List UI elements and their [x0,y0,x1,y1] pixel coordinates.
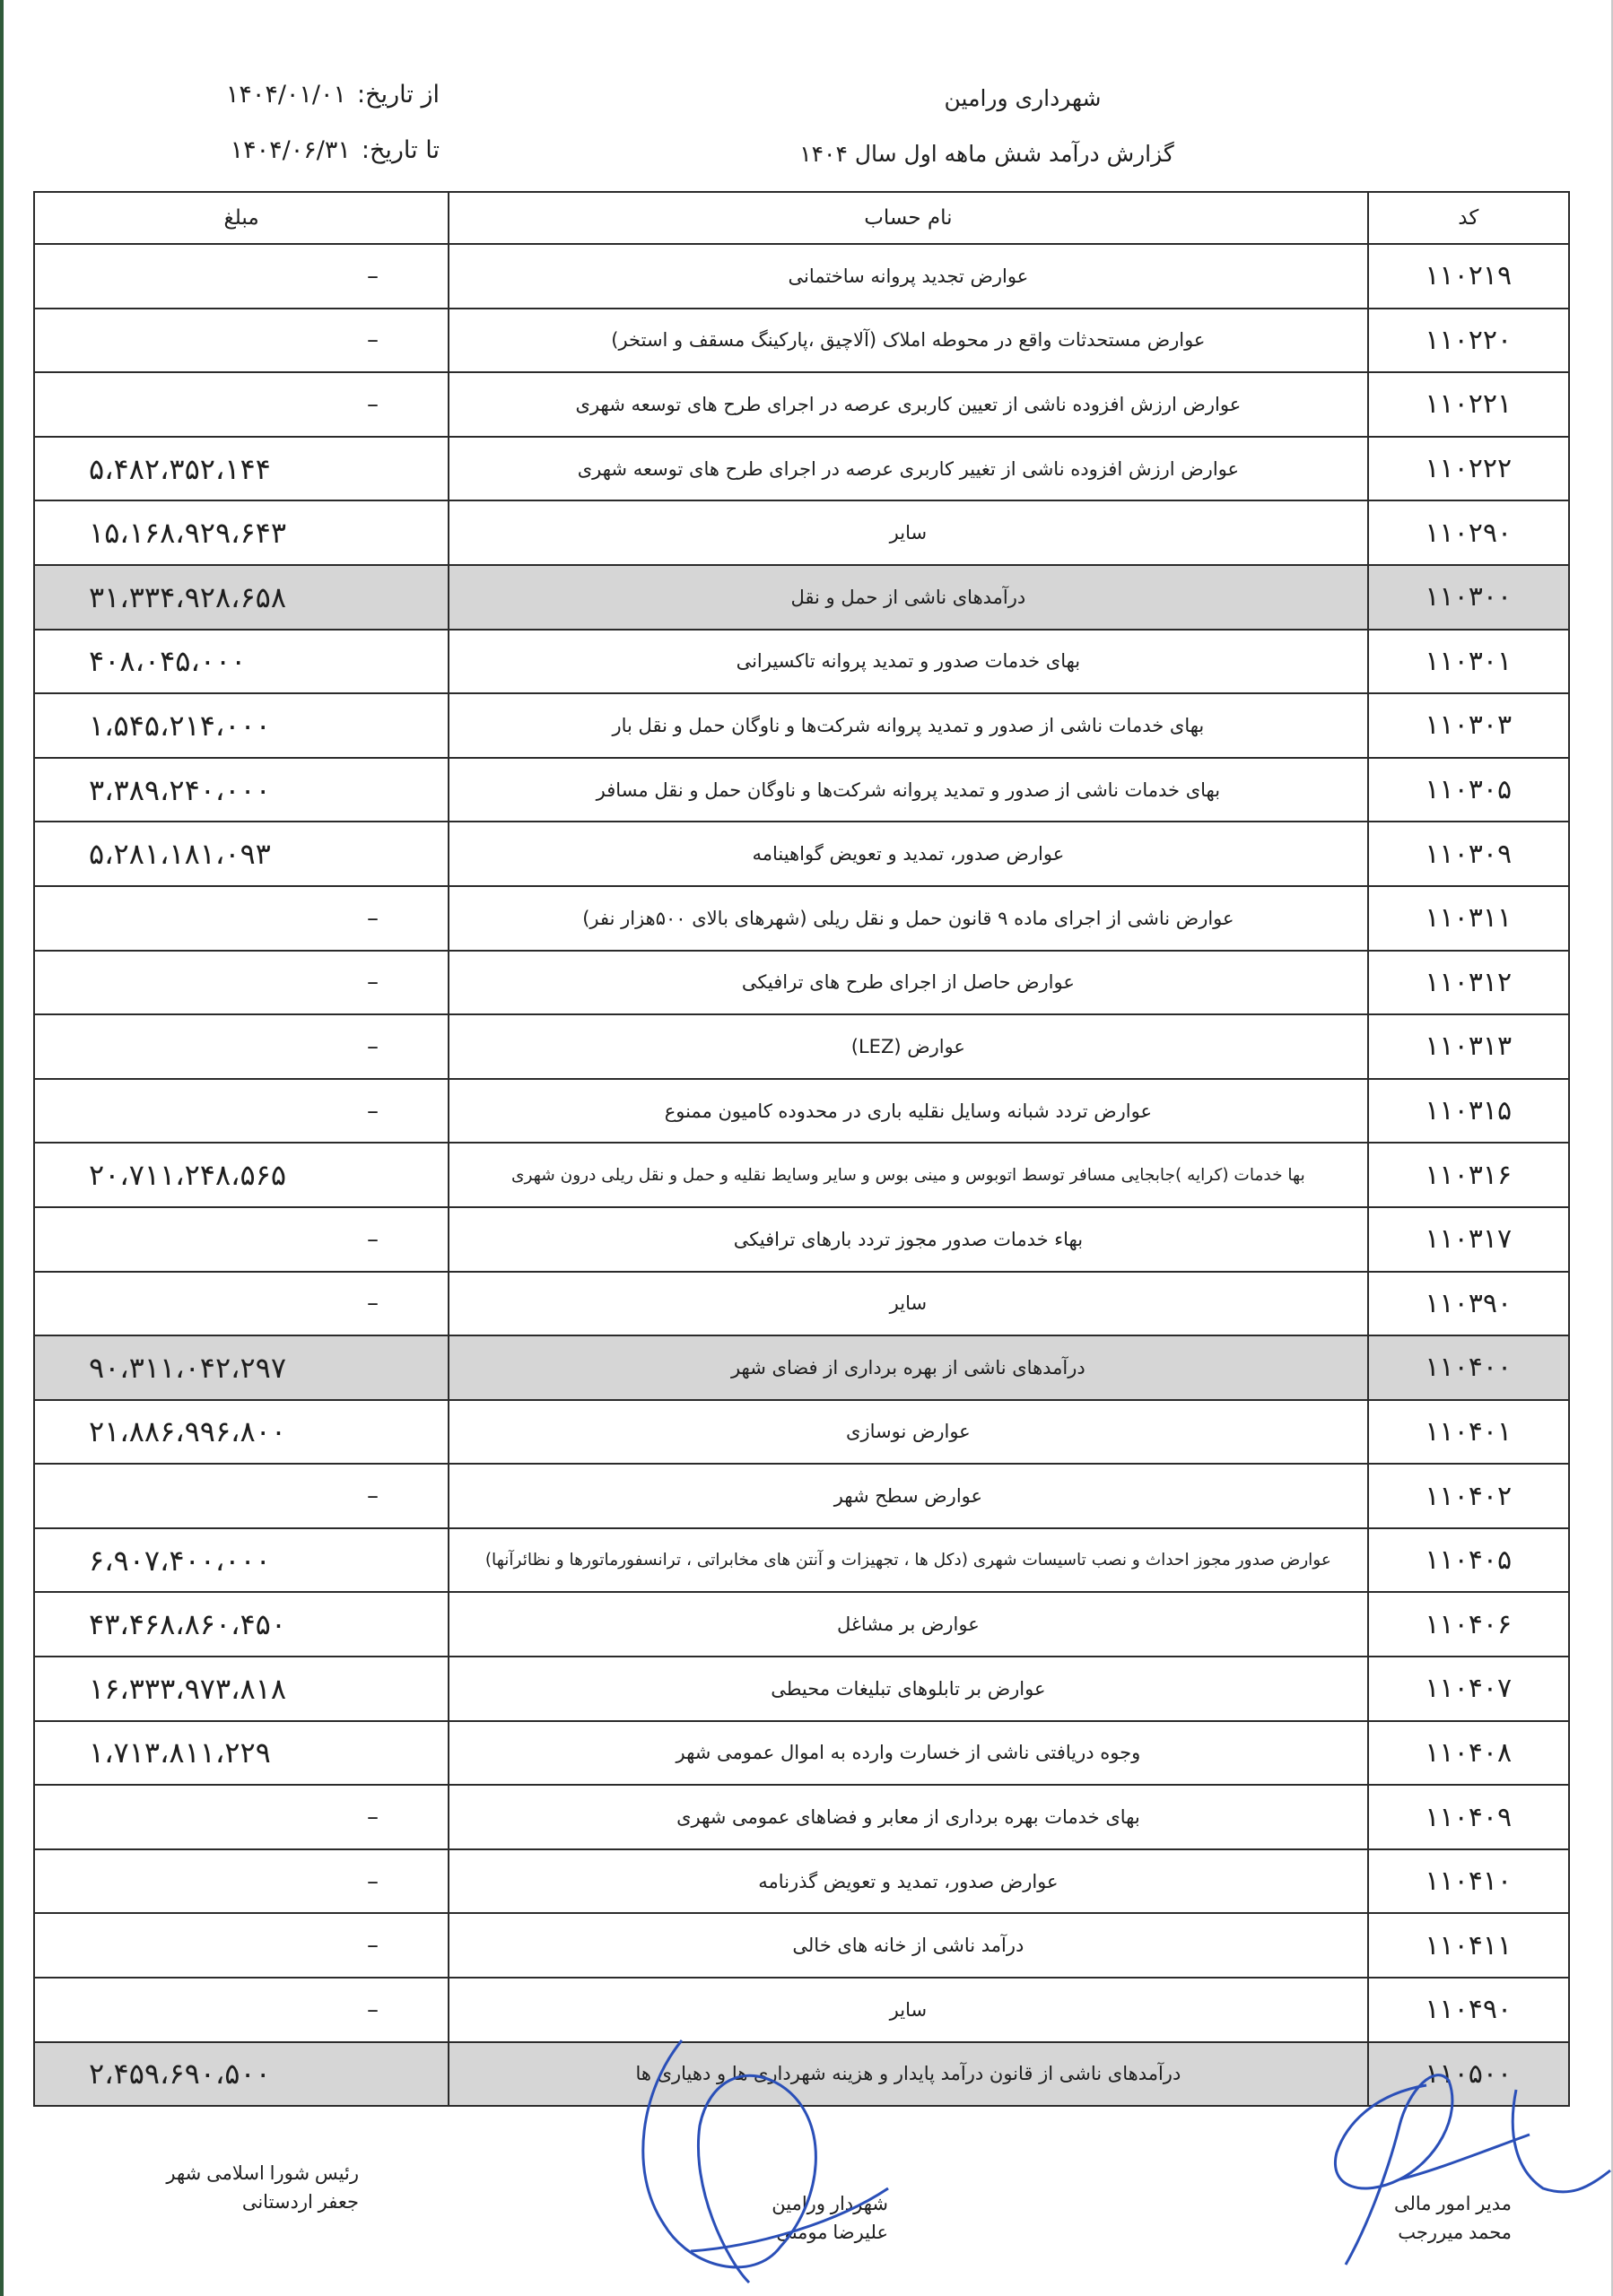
account-name-cell: عوارض نوسازی [449,1400,1367,1465]
amount-cell: – [34,309,449,373]
code-cell: ۱۱۰۲۱۹ [1368,244,1569,309]
amount-cell: ۲۰،۷۱۱،۲۴۸،۵۶۵ [34,1143,449,1207]
amount-cell: – [34,1079,449,1144]
account-name-cell: عوارض ارزش افزوده ناشی از تغییر کاربری عرصه در اجرای طرح های توسعه شهری [449,437,1367,501]
council-title: رئیس شورا اسلامی شهر [166,2163,359,2184]
table-row [34,1272,1569,1336]
date-to-value: ۱۴۰۴/۰۶/۳۱ [230,136,351,164]
table-row [34,1079,1569,1144]
date-to [135,136,440,164]
table-row [34,822,1569,886]
code-cell: ۱۱۰۳۱۳ [1368,1014,1569,1079]
code-cell: ۱۱۰۴۰۹ [1368,1785,1569,1849]
account-name-cell: بهای خدمات بهره برداری از معابر و فضاهای عمومی شهری [449,1785,1367,1849]
amount-cell: – [34,1014,449,1079]
account-name-cell: عوارض ارزش افزوده ناشی از تعیین کاربری عرصه در اجرای طرح های توسعه شهری [449,372,1367,437]
column-header-amount: مبلغ [34,192,449,244]
account-name-cell: عوارض تجدید پروانه ساختمانی [449,244,1367,309]
table-row [34,500,1569,565]
amount-cell: ۹۰،۳۱۱،۰۴۲،۲۹۷ [34,1335,449,1400]
table-row [34,1657,1569,1721]
table-row [34,1207,1569,1272]
code-cell: ۱۱۰۲۲۲ [1368,437,1569,501]
code-cell: ۱۱۰۴۰۸ [1368,1721,1569,1786]
table-row-group-total [34,565,1569,630]
table-row [34,758,1569,822]
table-row [34,1528,1569,1593]
code-cell: ۱۱۰۴۰۶ [1368,1592,1569,1657]
code-cell: ۱۱۰۳۹۰ [1368,1272,1569,1336]
code-cell: ۱۱۰۴۰۰ [1368,1335,1569,1400]
table-row [34,693,1569,758]
mayor-title: شهردار ورامین [772,2194,888,2214]
account-name-cell: بها خدمات (کرایه )جابجایی مسافر توسط اتوبوس و مینی بوس و سایر وسایط نقلیه و حمل و نقل ریلی درون شهری [449,1143,1367,1207]
amount-cell: – [34,244,449,309]
account-name-cell: عوارض حاصل از اجرای طرح های ترافیکی [449,951,1367,1015]
amount-cell: ۱،۷۱۳،۸۱۱،۲۲۹ [34,1721,449,1786]
table-row [34,1143,1569,1207]
account-name-cell: درآمدهای ناشی از قانون درآمد پایدار و هزینه شهرداری ها و دهیاری ها [449,2042,1367,2107]
account-name-cell: بهای خدمات صدور و تمدید پروانه تاکسیرانی [449,630,1367,694]
amount-cell: ۱۵،۱۶۸،۹۲۹،۶۴۳ [34,500,449,565]
date-from-value: ۱۴۰۴/۰۱/۰۱ [225,81,347,109]
code-cell: ۱۱۰۴۰۱ [1368,1400,1569,1465]
table-row [34,437,1569,501]
account-name-cell: درآمدهای ناشی از بهره برداری از فضای شهر [449,1335,1367,1400]
revenue-table [33,191,1570,2107]
table-row [34,1400,1569,1465]
table-row-group-total [34,1335,1569,1400]
amount-cell: – [34,1978,449,2042]
table-row [34,886,1569,951]
account-name-cell: درآمدهای ناشی از حمل و نقل [449,565,1367,630]
code-cell: ۱۱۰۳۰۹ [1368,822,1569,886]
account-name-cell: سایر [449,1272,1367,1336]
code-cell: ۱۱۰۲۹۰ [1368,500,1569,565]
code-cell: ۱۱۰۳۰۰ [1368,565,1569,630]
amount-cell: – [34,886,449,951]
amount-cell: – [34,1785,449,1849]
mayor-name: علیرضا مومنی [776,2222,888,2243]
code-cell: ۱۱۰۳۱۷ [1368,1207,1569,1272]
code-cell: ۱۱۰۴۱۱ [1368,1913,1569,1978]
amount-cell: – [34,1464,449,1528]
signature-block-council [135,2160,359,2217]
account-name-cell: عوارض صدور، تمدید و تعویض گذرنامه [449,1849,1367,1914]
code-cell: ۱۱۰۳۱۲ [1368,951,1569,1015]
signature-block-finance [1319,2190,1512,2248]
amount-cell: ۵،۲۸۱،۱۸۱،۰۹۳ [34,822,449,886]
account-name-cell: عوارض ناشی از اجرای ماده ۹ قانون حمل و نقل ریلی (شهرهای بالای ۵۰۰هزار نفر) [449,886,1367,951]
account-name-cell: وجوه دریافتی ناشی از خسارت وارده به اموال عمومی شهر [449,1721,1367,1786]
amount-cell: – [34,1913,449,1978]
table-header-row [34,192,1569,244]
table-row [34,1464,1569,1528]
report-title: گزارش درآمد شش ماهه اول سال ۱۴۰۴ [799,141,1174,167]
date-from [135,81,440,109]
amount-cell: – [34,951,449,1015]
account-name-cell: سایر [449,1978,1367,2042]
amount-cell: ۴۳،۴۶۸،۸۶۰،۴۵۰ [34,1592,449,1657]
code-cell: ۱۱۰۳۱۶ [1368,1143,1569,1207]
code-cell: ۱۱۰۳۱۵ [1368,1079,1569,1144]
finance-name: محمد میررجب [1398,2222,1512,2243]
amount-cell: ۲۱،۸۸۶،۹۹۶،۸۰۰ [34,1400,449,1465]
code-cell: ۱۱۰۲۲۰ [1368,309,1569,373]
organization-name: شهرداری ورامین [944,85,1102,111]
table-row [34,372,1569,437]
amount-cell: ۲،۴۵۹،۶۹۰،۵۰۰ [34,2042,449,2107]
code-cell: ۱۱۰۴۹۰ [1368,1978,1569,2042]
signature-block-mayor [709,2190,888,2248]
account-name-cell: بهای خدمات ناشی از صدور و تمدید پروانه شرکت‌ها و ناوگان حمل و نقل بار [449,693,1367,758]
code-cell: ۱۱۰۳۱۱ [1368,886,1569,951]
amount-cell: ۴۰۸،۰۴۵،۰۰۰ [34,630,449,694]
code-cell: ۱۱۰۴۰۵ [1368,1528,1569,1593]
code-cell: ۱۱۰۳۰۵ [1368,758,1569,822]
table-row-group-total [34,2042,1569,2107]
table-row [34,1785,1569,1849]
table-row [34,1913,1569,1978]
account-name-cell: عوارض صدور، تمدید و تعویض گواهینامه [449,822,1367,886]
council-name: جعفر اردستانی [241,2192,359,2213]
date-from-label: از تاریخ: [357,81,440,109]
account-name-cell: بهای خدمات ناشی از صدور و تمدید پروانه شرکت‌ها و ناوگان حمل و نقل مسافر [449,758,1367,822]
scan-edge [0,0,4,2296]
amount-cell: – [34,1207,449,1272]
table-row [34,244,1569,309]
date-to-label: تا تاریخ: [361,136,440,164]
table-row [34,951,1569,1015]
account-name-cell: سایر [449,500,1367,565]
account-name-cell: عوارض (LEZ) [449,1014,1367,1079]
account-name-cell: عوارض بر مشاغل [449,1592,1367,1657]
amount-cell: ۳،۳۸۹،۲۴۰،۰۰۰ [34,758,449,822]
code-cell: ۱۱۰۴۰۷ [1368,1657,1569,1721]
table-row [34,1849,1569,1914]
code-cell: ۱۱۰۴۰۲ [1368,1464,1569,1528]
amount-cell: ۱۶،۳۳۳،۹۷۳،۸۱۸ [34,1657,449,1721]
table-row [34,1721,1569,1786]
column-header-code: کد [1368,192,1569,244]
account-name-cell: عوارض صدور مجوز احداث و نصب تاسیسات شهری (دکل ها ، تجهیزات و آنتن های مخابراتی ، ترانسفورماتورها و نظائرآنها) [449,1528,1367,1593]
amount-cell: – [34,1849,449,1914]
code-cell: ۱۱۰۵۰۰ [1368,2042,1569,2107]
finance-title: مدیر امور مالی [1394,2194,1512,2214]
code-cell: ۱۱۰۳۰۱ [1368,630,1569,694]
code-cell: ۱۱۰۲۲۱ [1368,372,1569,437]
account-name-cell: عوارض مستحدثات واقع در محوطه املاک (آلاچیق ،پارکینگ مسقف و استخر) [449,309,1367,373]
account-name-cell: عوارض بر تابلوهای تبلیغات محیطی [449,1657,1367,1721]
table-row [34,1014,1569,1079]
column-header-account-name: نام حساب [449,192,1367,244]
code-cell: ۱۱۰۳۰۳ [1368,693,1569,758]
amount-cell: – [34,372,449,437]
account-name-cell: عوارض تردد شبانه وسایل نقلیه باری در محدوده کامیون ممنوع [449,1079,1367,1144]
account-name-cell: درآمد ناشی از خانه های خالی [449,1913,1367,1978]
amount-cell: – [34,1272,449,1336]
amount-cell: ۵،۴۸۲،۳۵۲،۱۴۴ [34,437,449,501]
table-row [34,1592,1569,1657]
table-row [34,309,1569,373]
account-name-cell: بهاء خدمات صدور مجوز تردد بارهای ترافیکی [449,1207,1367,1272]
table-row [34,1978,1569,2042]
account-name-cell: عوارض سطح شهر [449,1464,1367,1528]
table-row [34,630,1569,694]
amount-cell: ۶،۹۰۷،۴۰۰،۰۰۰ [34,1528,449,1593]
amount-cell: ۱،۵۴۵،۲۱۴،۰۰۰ [34,693,449,758]
amount-cell: ۳۱،۳۳۴،۹۲۸،۶۵۸ [34,565,449,630]
code-cell: ۱۱۰۴۱۰ [1368,1849,1569,1914]
